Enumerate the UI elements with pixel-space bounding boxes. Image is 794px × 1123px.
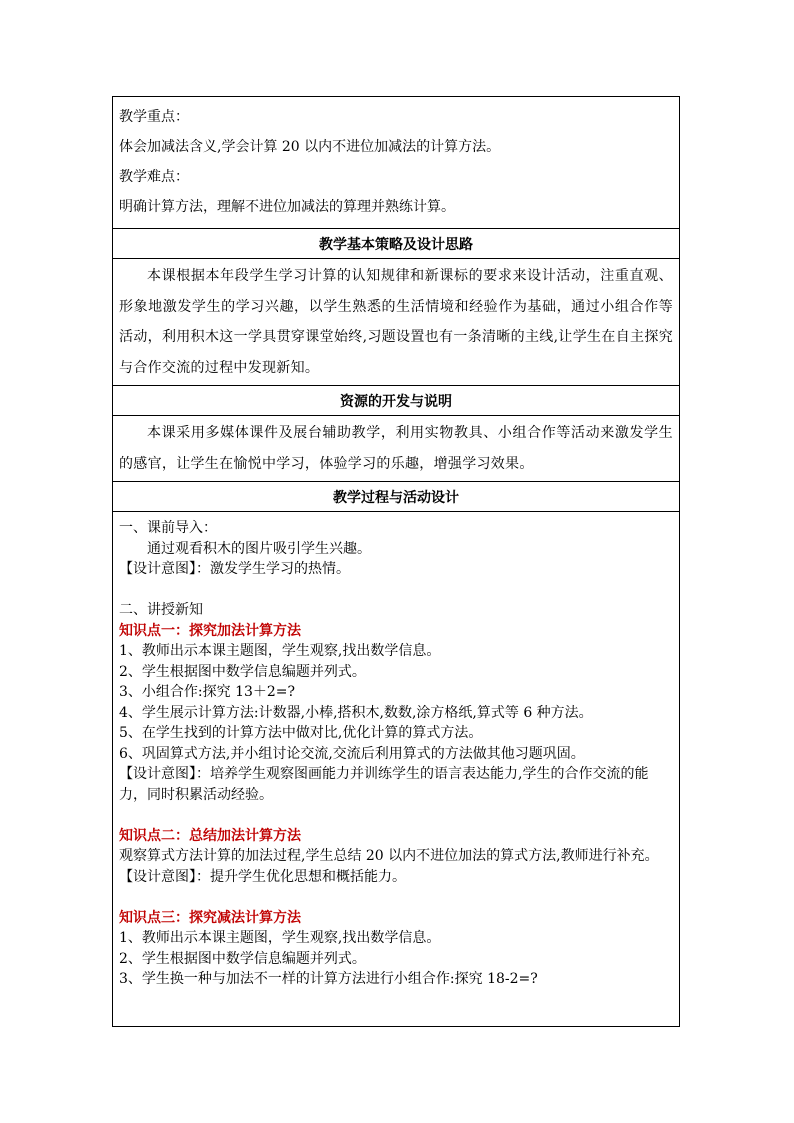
difficulty-text: 明确计算方法，理解不进位加减法的算理并熟练计算。 [119, 199, 455, 215]
intro-heading: 一、课前导入： [119, 520, 217, 536]
kp1-item: 2、学生根据图中数学信息编题并列式。 [119, 663, 366, 680]
process-title: 教学过程与活动设计 [113, 482, 680, 512]
resources-body-row [113, 416, 680, 482]
kp2-text: 观察算式方法计算的加法过程,学生总结 20 以内不进位加法的算式方法,教师进行补充。 [119, 848, 659, 864]
focus-cell [113, 97, 680, 229]
focus-heading: 教学重点： [119, 109, 189, 125]
kp2-title: 知识点二：总结加法计算方法 [119, 827, 301, 844]
spacer [119, 580, 673, 601]
kp2-intent: 【设计意图】：提升学生优化思想和概括能力。 [119, 868, 406, 885]
spacer [119, 805, 673, 826]
kp3-item: 1、教师出示本课主题图，学生观察,找出数学信息。 [119, 930, 441, 946]
spacer [119, 887, 673, 908]
resources-header-row [113, 386, 680, 416]
lesson-plan-table [112, 96, 680, 1027]
kp1-title: 知识点一：探究加法计算方法 [119, 622, 301, 639]
intro-intent: 【设计意图】：激发学生学习的热情。 [119, 561, 350, 577]
kp3-item: 2、学生根据图中数学信息编题并列式。 [119, 950, 366, 967]
resources-text: 本课采用多媒体课件及展台辅助教学，利用实物教具、小组合作等活动来激发学生的感官，让学生在愉悦中学习，体验学习的乐趣，增强学习效果。 [119, 425, 673, 472]
kp1-item: 3、小组合作:探究 13＋2=? [119, 684, 296, 700]
focus-row [113, 97, 680, 229]
process-header-row [113, 482, 680, 512]
kp1-item: 1、教师出示本课主题图，学生观察,找出数学信息。 [119, 643, 441, 659]
difficulty-heading: 教学难点： [119, 169, 189, 185]
strategy-title: 教学基本策略及设计思路 [113, 229, 680, 259]
resources-cell [113, 416, 680, 482]
strategy-header-row [113, 229, 680, 259]
strategy-text: 本课根据本年段学生学习计算的认知规律和新课标的要求来设计活动，注重直观、形象地激发学生的学习兴趣，以学生熟悉的生活情境和经验作为基础，通过小组合作等活动，利用积木这一学具贯穿课堂始终,习题设置也有一条清晰的主线,让学生在自主探究与合作交流的过程中发现新知。 [119, 268, 673, 376]
strategy-cell [113, 259, 680, 386]
intro-text: 通过观看积木的图片吸引学生兴趣。 [147, 540, 371, 557]
kp1-intent: 【设计意图】：培养学生观察图画能力并训练学生的语言表达能力,学生的合作交流的能力，同时积累活动经验。 [119, 766, 649, 803]
strategy-body-row [113, 259, 680, 386]
kp1-item: 4、学生展示计算方法:计数器,小棒,搭积木,数数,涂方格纸,算式等 6 种方法。 [119, 704, 593, 721]
section2-heading: 二、讲授新知 [119, 602, 203, 618]
resources-title: 资源的开发与说明 [113, 386, 680, 416]
kp1-item: 6、巩固算式方法,并小组讨论交流,交流后利用算式的方法做其他习题巩固。 [119, 745, 585, 762]
kp1-item: 5、在学生找到的计算方法中做对比,优化计算的算式方法。 [119, 725, 483, 741]
kp3-title: 知识点三：探究减法计算方法 [119, 909, 301, 926]
process-body-row [113, 512, 680, 1027]
process-cell [113, 512, 680, 1027]
kp3-item: 3、学生换一种与加法不一样的计算方法进行小组合作:探究 18-2=? [119, 971, 538, 987]
focus-text: 体会加减法含义,学会计算 20 以内不进位加减法的计算方法。 [119, 139, 501, 155]
